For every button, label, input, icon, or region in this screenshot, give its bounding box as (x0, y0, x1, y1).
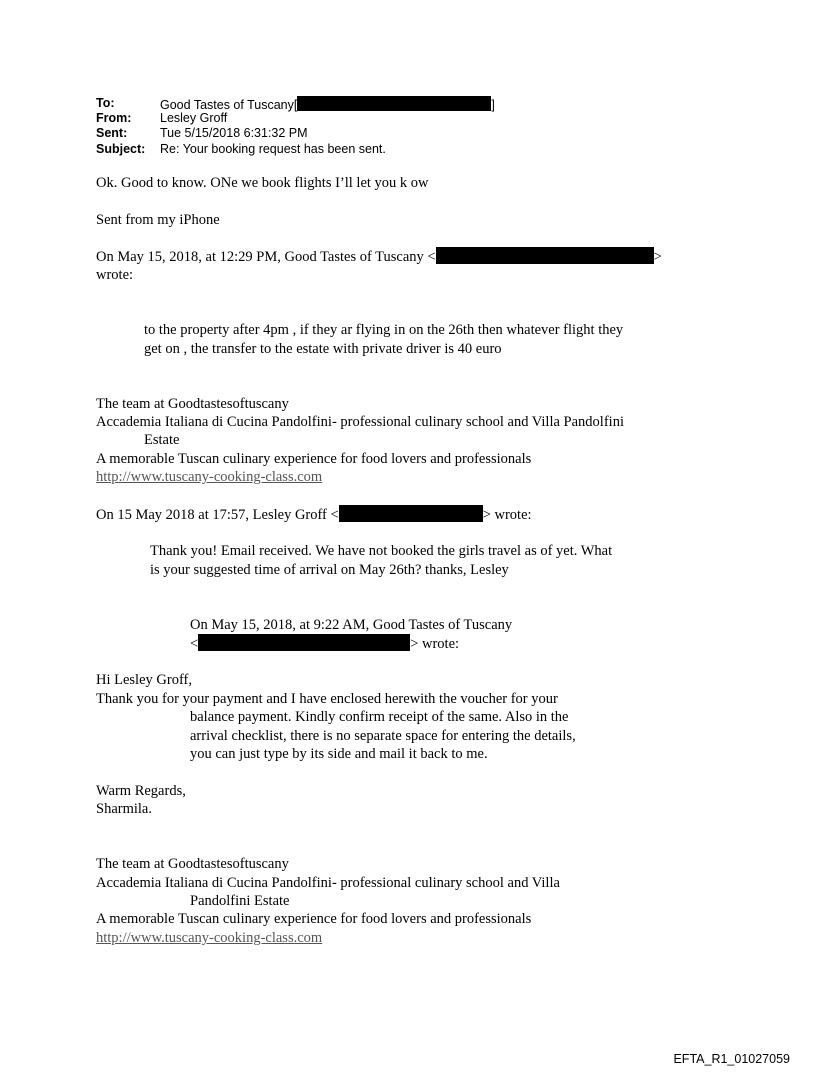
quote2-intro-close: > wrote: (482, 507, 532, 523)
signature1-school: Accademia Italiana di Cucina Pandolfini- professional culinary school and Villa Pandolfini (96, 414, 624, 430)
to-label: To: (96, 96, 115, 110)
quote2-line2: is your suggested time of arrival on May 26th? thanks, Lesley (150, 562, 509, 578)
quote1-line2: get on , the transfer to the estate with private driver is 40 euro (144, 341, 502, 357)
signature1-team: The team at Goodtastesoftuscany (96, 396, 289, 412)
quote1-line1: to the property after 4pm , if they ar flying in on the 26th then whatever flight they (144, 322, 624, 338)
sent-value: Tue 5/15/2018 6:31:32 PM (160, 126, 308, 140)
sent-from-line: Sent from my iPhone (96, 212, 220, 228)
closing: Warm Regards, (96, 783, 186, 799)
quote2-intro (96, 505, 532, 524)
quote1-wrote: wrote: (96, 267, 134, 283)
quote1-intro (96, 247, 662, 266)
signature2-estate: Pandolfini Estate (190, 893, 290, 909)
greeting: Hi Lesley Groff, (96, 672, 192, 688)
signature2-tagline: A memorable Tuscan culinary experience for food lovers and professionals (96, 911, 532, 927)
signature1-link[interactable]: http://www.tuscany-cooking-class.com (96, 469, 323, 485)
redaction-block (297, 96, 491, 111)
subject-value: Re: Your booking request has been sent. (160, 142, 386, 156)
sender-name: Sharmila. (96, 801, 152, 817)
redaction-block (436, 247, 654, 264)
quote3-wrote: > wrote: (410, 636, 460, 652)
quote1-intro-close: > (653, 249, 662, 265)
reply-text: Ok. Good to know. ONe we book flights I’ll let you k ow (96, 175, 429, 191)
signature1-estate: Estate (144, 432, 180, 448)
redaction-block (198, 634, 410, 651)
quote1-intro-text: On May 15, 2018, at 12:29 PM, Good Tastes of Tuscany < (96, 249, 436, 265)
redaction-block (339, 505, 483, 522)
signature2-link[interactable]: http://www.tuscany-cooking-class.com (96, 930, 323, 946)
document-id: EFTA_R1_01027059 (673, 1052, 790, 1066)
from-label: From: (96, 111, 132, 125)
message-line1: Thank you for your payment and I have enclosed herewith the voucher for your (96, 691, 558, 707)
to-name: Good Tastes of Tuscany[ (160, 98, 298, 112)
quote2-intro-text: On 15 May 2018 at 17:57, Lesley Groff < (96, 507, 339, 523)
signature1-tagline: A memorable Tuscan culinary experience for food lovers and professionals (96, 451, 532, 467)
message-line4: you can just type by its side and mail it back to me. (190, 746, 488, 762)
subject-label: Subject: (96, 142, 146, 156)
from-value: Lesley Groff (160, 111, 228, 125)
message-line2: balance payment. Kindly confirm receipt of the same. Also in the (190, 709, 569, 725)
quote3-open: < (190, 636, 199, 652)
signature2-school: Accademia Italiana di Cucina Pandolfini- professional culinary school and Villa (96, 875, 560, 891)
quote3-intro: On May 15, 2018, at 9:22 AM, Good Tastes of Tuscany (190, 617, 513, 633)
quote3-address (190, 634, 459, 653)
to-close: ] (491, 98, 495, 112)
quote2-line1: Thank you! Email received. We have not booked the girls travel as of yet. What (150, 543, 613, 559)
message-line3: arrival checklist, there is no separate space for entering the details, (190, 728, 576, 744)
sent-label: Sent: (96, 126, 128, 140)
signature2-team: The team at Goodtastesoftuscany (96, 856, 289, 872)
